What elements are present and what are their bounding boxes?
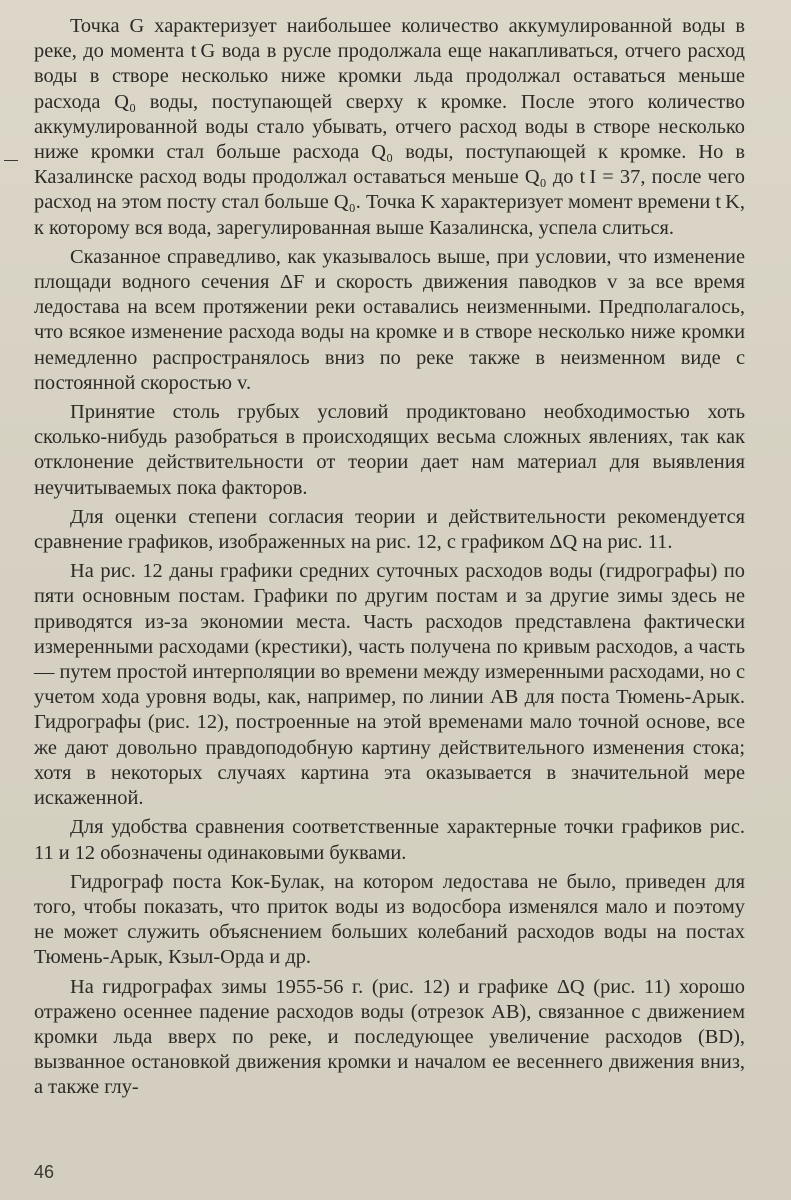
body-text — [34, 14, 745, 1101]
paragraph-4: Для оценки степени согласия теории и действительности рекомендуется сравнение графиков, изображенных на рис. 12, с графиком ΔQ на рис. 11. — [34, 505, 745, 554]
paragraph-7: Гидрограф поста Кок-Булак, на котором ледостава не было, приведен для того, чтобы показать, что приток воды из водосбора изменялся мало и поэтому не может служить объяснением больших колебаний расходов воды на постах Тюмень-Арык, Кзыл-Орда и др. — [34, 870, 745, 969]
paragraph-8: На гидрографах зимы 1955-56 г. (рис. 12) и графике ΔQ (рис. 11) хорошо отражено осеннее падение расходов воды (отрезок AB), связанное с движением кромки льда вверх по реке, и последующее увеличение расходов (BD), вызванное остановкой движения кромки и началом ее весеннего движения вниз, а также глу- — [34, 975, 745, 1099]
margin-mark — [4, 160, 18, 161]
page-number: 46 — [34, 1162, 55, 1182]
paragraph-3: Принятие столь грубых условий продиктовано необходимостью хоть сколько-нибудь разобраться в происходящих весьма сложных явлениях, так как отклонение действительности от теории дает нам материал для выявления неучитываемых пока факторов. — [34, 401, 745, 499]
paragraph-2: Сказанное справедливо, как указывалось выше, при условии, что изменение площади водного сечения ΔF и скорость движения паводков v за все время ледостава на всем протяжении реки оставались неизменными. Предполагалось, что всякое изменение расхода воды на кромке и в створе несколько ниже кромки немедленно распространялось вниз по реке также в неизменном виде с постоянной скоростью v. — [34, 245, 745, 394]
paragraph-6: Для удобства сравнения соответственные характерные точки графиков рис. 11 и 12 обозначены одинаковыми буквами. — [34, 816, 745, 864]
paragraph-5: На рис. 12 даны графики средних суточных расходов воды (гидрографы) по пяти основным постам. Графики по другим постам и за другие зимы здесь не приводятся из-за экономии места. Часть расходов представлена фактически измеренными расходами (крестики), часть получена по кривым расходов, а часть — путем простой интерполяции во времени между измеренными расходами, но с учетом хода уровня воды, как, например, по линии AB для поста Тюмень-Арык. Гидрографы (рис. 12), построенные на этой временами мало точной основе, все же дают довольно правдоподобную картину действительного изменения стока; хотя в некоторых случаях картина эта оказывается в значительной мере искаженной. — [34, 560, 745, 810]
paragraph-1: Точка G характеризует наибольшее количество аккумулированной воды в реке, до момента t G вода в русле продолжала еще накапливаться, отчего расход воды в створе несколько ниже кромки льда продолжал оставаться меньше расхода Q₀ воды, поступающей сверху к кромке. После этого количество аккумулированной воды стало убывать, отчего расход воды в створе несколько ниже кромки стал больше расхода Q₀ воды, поступающей к кромке. Но в Казалинске расход воды продолжал оставаться меньше Q₀ до t I = 37, после чего расход на этом посту стал больше Q₀. Точка K характеризует момент времени t K, к которому вся вода, зарегулированная выше Казалинска, успела слиться. — [34, 15, 745, 239]
